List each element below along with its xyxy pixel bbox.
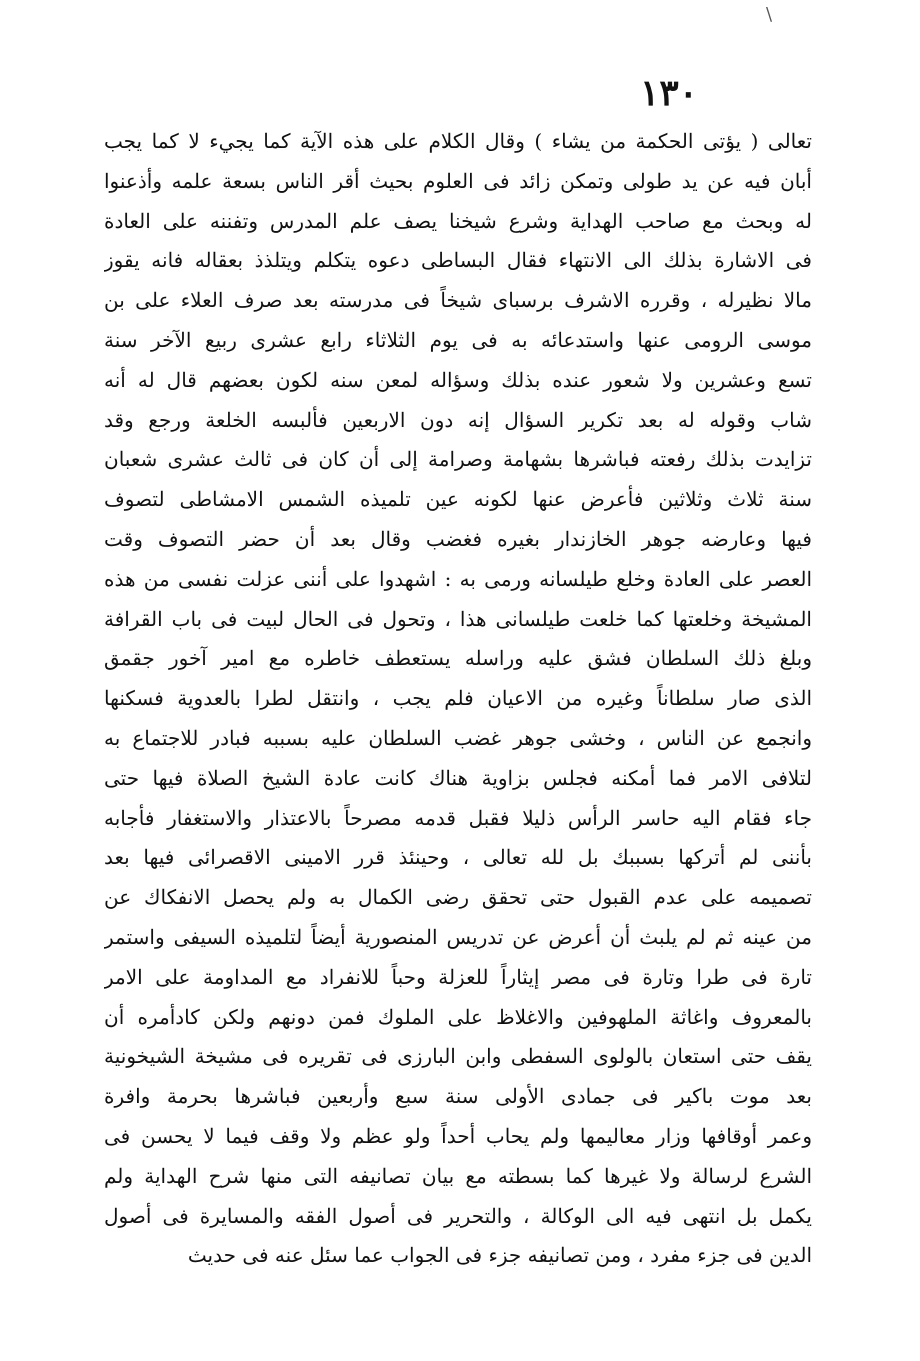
text-line: جاء فقام اليه حاسر الرأس ذليلا فقبل قدمه مصرحاً بالاعتذار والاستغفار فأجابه [104, 805, 812, 830]
corner-mark: \ [766, 4, 773, 25]
text-line: بأننى لم أتركها بسببك بل لله تعالى ، وحينئذ قرر الامينى الاقصرائى فيها بعد [104, 845, 812, 870]
text-line: فيها وعارضه جوهر الخازندار بغيره فغضب وقال بعد أن حضر التصوف وقت [104, 526, 812, 551]
text-line: سنة ثلاث وثلاثين فأعرض عنها لكونه عين تلميذه الشمس الامشاطى لتصوف [104, 487, 812, 512]
text-line: الدين فى جزء مفرد ، ومن تصانيفه جزء فى الجواب عما سئل عنه فى حديث [187, 1243, 812, 1268]
text-line: تزايدت بذلك رفعته فباشرها بشهامة وصرامة إلى أن كان فى ثالث عشرى شعبان [104, 447, 812, 472]
text-line: تعالى ( يؤتى الحكمة من يشاء ) وقال الكلام على هذه الآية كما يجيء لا كما يجب [104, 129, 812, 153]
text-line: تسع وعشرين ولا شعور عنده بذلك وسؤاله لمعن سنه لكون بعضهم قال له أنه [104, 367, 812, 392]
text-line: وانجمع عن الناس ، وخشى جوهر غضب السلطان عليه بسببه فبادر للاجتماع به [104, 725, 812, 750]
text-line: موسى الرومى عنها واستدعائه به فى يوم الثلاثاء رابع عشرى ربيع الآخر سنة [104, 327, 812, 352]
text-line: تصميمه على عدم القبول حتى تحقق رضى الكمال به ولم يحصل الانفكاك عن [104, 885, 812, 910]
text-line: تارة فى طرا وتارة فى مصر إيثاراً للعزلة وحباً للانفراد مع المداومة على الامر [104, 964, 812, 989]
text-line: بالمعروف واغاثة الملهوفين والاغلاظ على الملوك فمن دونهم ولكن كادأمره أن [104, 1004, 812, 1029]
text-line: بعد موت باكير فى جمادى الأولى سنة سبع وأربعين فباشرها بحرمة وافرة [104, 1084, 812, 1109]
body-text [104, 122, 812, 1276]
text-line: وعمر أوقافها وزار معاليمها ولم يحاب أحداً ولو عظم ولا وقف فيما لا يحسن فى [104, 1123, 812, 1148]
text-line: له وبحث مع صاحب الهداية وشرع شيخنا يصف علم المدرس وتفننه على العادة [104, 208, 812, 233]
text-line: لتلافى الامر فما أمكنه فجلس بزاوية هناك كانت عادة الشيخ الصلاة فيها حتى [104, 765, 812, 790]
text-line: العصر على العادة وخلع طيلسانه ورمى به : اشهدوا على أننى عزلت نفسى من هذه [104, 566, 812, 591]
text-line: أبان فيه عن يد طولى وتمكن زائد فى العلوم بحيث أقر الناس بسعة علمه وأذعنوا [104, 168, 812, 193]
text-line: يكمل بل انتهى فيه الى الوكالة ، والتحرير فى أصول الفقه والمسايرة فى أصول [104, 1203, 812, 1228]
text-line: مالا نظيرله ، وقرره الاشرف برسباى شيخاً فى مدرسته بعد صرف العلاء على بن [104, 288, 812, 313]
text-line: فى الاشارة بذلك الى الانتهاء فقال البساطى دعوه يتكلم ويتلذذ بعقاله فانه يقوز [104, 248, 812, 273]
text-line: المشيخة وخلعتها كما خلعت طيلسانى هذا ، وتحول فى الحال لبيت فى باب القرافة [104, 606, 812, 631]
text-line: الشرع لرسالة ولا غيرها كما بسطته مع بيان تصانيفه التى منها شرح الهداية ولم [104, 1163, 812, 1188]
text-line: الذى صار سلطاناً وغيره من الاعيان فلم يجب ، وانتقل لطرا بالعدوية فسكنها [104, 686, 812, 711]
text-line: شاب وقوله له بعد تكرير السؤال إنه دون الاربعين فألبسه الخلعة ورجع وقد [104, 407, 812, 432]
page-number: ١٣٠ [640, 72, 699, 114]
text-line: يقف حتى استعان بالولوى السفطى وابن البارزى فى تقريره فى مشيخة الشيخونية [104, 1044, 812, 1069]
text-line: من عينه ثم لم يلبث أن أعرض عن تدريس المنصورية أيضاً لتلميذه السيفى واستمر [104, 924, 812, 949]
text-line: وبلغ ذلك السلطان فشق عليه وراسله يستعطف خاطره مع امير آخور جقمق [104, 646, 812, 671]
